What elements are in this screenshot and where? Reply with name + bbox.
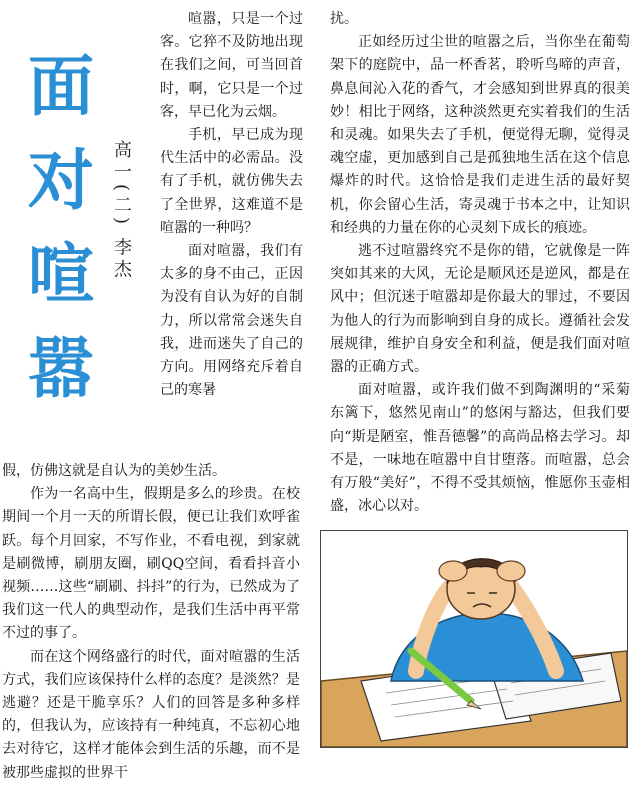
right-column	[330, 8, 630, 518]
paragraph-continuation: 假，仿佛这就是自认为的美妙生活。	[2, 463, 226, 479]
paragraph: 面对喧嚣，或许我们做不到陶渊明的“采菊东篱下，悠然见南山”的悠闲与豁达，但我们要向“斯是陋室，惟吾德馨”的高尚品格去学习。却不是，一味地在喧嚣中自甘堕落。而喧嚣，总会有万般“美好”，不得不受其烦恼，惟愿你玉壶相盛，冰心以对。	[330, 382, 630, 515]
author-byline: 高一(二) 李杰	[111, 140, 132, 282]
wide-column	[2, 460, 300, 785]
student-illustration	[320, 530, 628, 748]
paragraph: 逃不过喧嚣终究不是你的错，它就像是一阵突如其来的大风，无论是顺风还是逆风，都是在风中；但沉迷于喧嚣却是你最大的罪过，不要因为他人的行为而影响到自身的成长。遵循社会发展规律，维护自身安全和利益，便是我们面对喧嚣的正确方式。	[330, 243, 630, 376]
paragraph: 而在这个网络盛行的时代，面对喧嚣的生活方式，我们应该保持什么样的态度？是淡然？是逃避？还是干脆享乐？人们的回答是多种多样的，但我认为，应该持有一种纯真，不忘初心地去对待它，这样才能体会到生活的乐趣，而不是被那些虚拟的世界干	[2, 648, 300, 781]
paragraph: 作为一名高中生，假期是多么的珍贵。在校期间一个月一天的所谓长假，便已让我们欢呼雀跃。每个月回家，不写作业，不看电视，到家就是刷微博，刷朋友圈，刷QQ空间，看看抖音小视频……这些“刷刷、抖抖”的行为，已然成为了我们这一代人的典型动作，是我们生活中再平常不过的事了。	[2, 486, 300, 642]
student-drawing	[321, 531, 627, 747]
paragraph: 正如经历过尘世的喧嚣之后，当你坐在葡萄架下的庭院中，品一杯香茗，聆听鸟啼的声音，鼻息间沁入花的香气，才会感知到世界真的很美妙！相比于网络，这种淡然更充实着我们的生活和灵魂。如果失去了手机，便觉得无聊，觉得灵魂空虚，更加感到自己是孤独地生活在这个信息爆炸的时代。这恰恰是我们走进生活的最好契机，你会留心生活，寄灵魂于书本之中，让知识和经典的力量在你的心灵刻下成长的痕迹。	[330, 34, 630, 236]
paragraph-continuation: 扰。	[330, 11, 358, 27]
paragraph: 面对喧嚣，我们有太多的身不由己，正因为没有自认为好的自制力，所以常常会迷失自我，进而迷失了自己的方向。用网络充斥着自己的寒暑	[160, 243, 303, 399]
title-char: 面	[28, 48, 94, 125]
title-char: 嚣	[28, 330, 94, 407]
article-title	[26, 40, 96, 416]
paragraph: 手机，早已成为现代生活中的必需品。没有了手机，就仿佛失去了全世界，这难道不是喧嚣的一种吗？	[160, 127, 303, 236]
title-char: 对	[28, 142, 94, 219]
paragraph: 喧嚣，只是一个过客。它猝不及防地出现在我们之间，可当回首时，啊，它只是一个过客，早已化为云烟。	[160, 11, 303, 120]
title-char: 喧	[28, 236, 94, 313]
narrow-column	[160, 8, 303, 402]
